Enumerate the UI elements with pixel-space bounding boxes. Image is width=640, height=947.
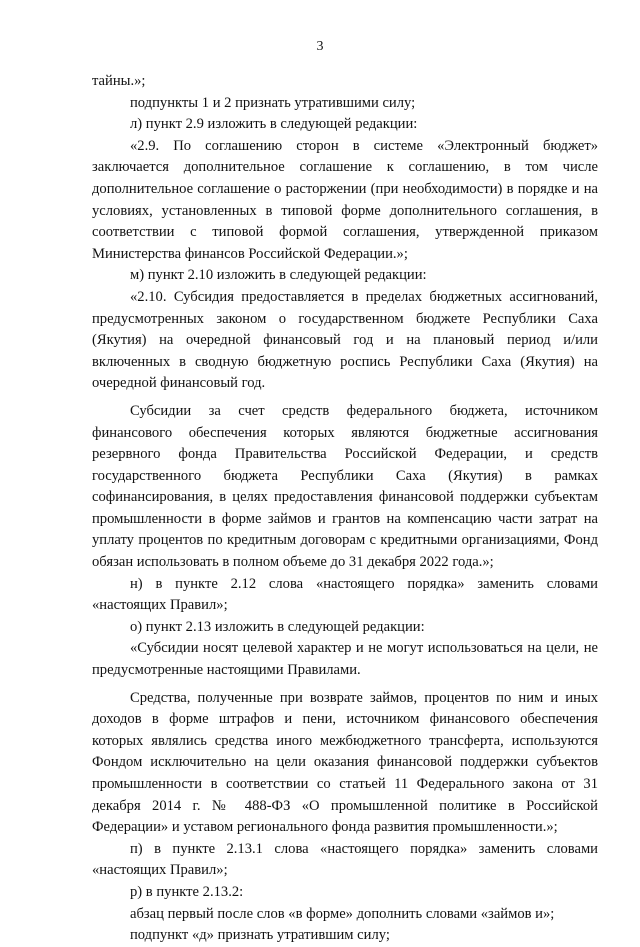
paragraph: м) пункт 2.10 изложить в следующей редакции: bbox=[130, 267, 427, 284]
paragraph: Средства, полученные при возврате займов, процентов по ним и иных доходов в форме штрафов и пени, источником финансового обеспечения которых являлись средства иного межбюджетного трансферта, используются Фондом исключительно на цели оказания финансовой поддержки субъектов промышленности в соответствии со статьей 11 Федерального закона от 31 декабря 2014 г. № 488-ФЗ «О промышленной политике в Российской Федерации» и уставом регионального фонда развития промышленности.»; bbox=[92, 689, 598, 836]
paragraph: Субсидии за счет средств федерального бюджета, источником финансового обеспечения которых являются бюджетные ассигнования резервного фонда Правительства Российской Федерации, и средств государственного бюджета Республики Саха (Якутия) в рамках софинансирования, в целях предоставления финансовой поддержки субъектам промышленности в форме займов и грантов на компенсацию части затрат на уплату процентов по кредитным договорам с кредитными организациями, Фонд обязан использовать в полном объеме до 31 декабря 2022 года.»; bbox=[92, 402, 598, 571]
paragraph: подпункт «д» признать утратившим силу; bbox=[130, 927, 390, 944]
paragraph: тайны.»; bbox=[92, 73, 146, 89]
paragraph: л) пункт 2.9 изложить в следующей редакции: bbox=[130, 116, 418, 133]
paragraph: подпункты 1 и 2 признать утратившими силу; bbox=[130, 94, 416, 111]
paragraph: о) пункт 2.13 изложить в следующей редакции: bbox=[130, 618, 425, 635]
paragraph: р) в пункте 2.13.2: bbox=[130, 883, 244, 900]
paragraph: «2.10. Субсидия предоставляется в пределах бюджетных ассигнований, предусмотренных законом о государственном бюджете Республики Саха (Якутия) на очередной финансовый год и на плановый период и/или включенных в сводную бюджетную роспись Республики Саха (Якутия) на очередной финансовый год. bbox=[92, 288, 598, 392]
page-number: 3 bbox=[316, 39, 324, 54]
paragraph: «2.9. По соглашению сторон в системе «Электронный бюджет» заключается дополнительное соглашение к соглашению, в том числе дополнительное соглашение о расторжении (при необходимости) в порядке и на условиях, установленных в типовой форме дополнительного соглашения, в соответствии с типовой формой соглашения, утвержденной приказом Министерства финансов Российской Федерации.»; bbox=[92, 137, 598, 262]
paragraph: п) в пункте 2.13.1 слова «настоящего порядка» заменить словами «настоящих Правил»; bbox=[92, 840, 598, 879]
paragraph: абзац первый после слов «в форме» дополнить словами «займов и»; bbox=[130, 905, 555, 922]
paragraph: «Субсидии носят целевой характер и не могут использоваться на цели, не предусмотренные настоящими Правилами. bbox=[92, 640, 598, 679]
document-body bbox=[92, 71, 598, 947]
paragraph: н) в пункте 2.12 слова «настоящего порядка» заменить словами «настоящих Правил»; bbox=[92, 575, 598, 614]
